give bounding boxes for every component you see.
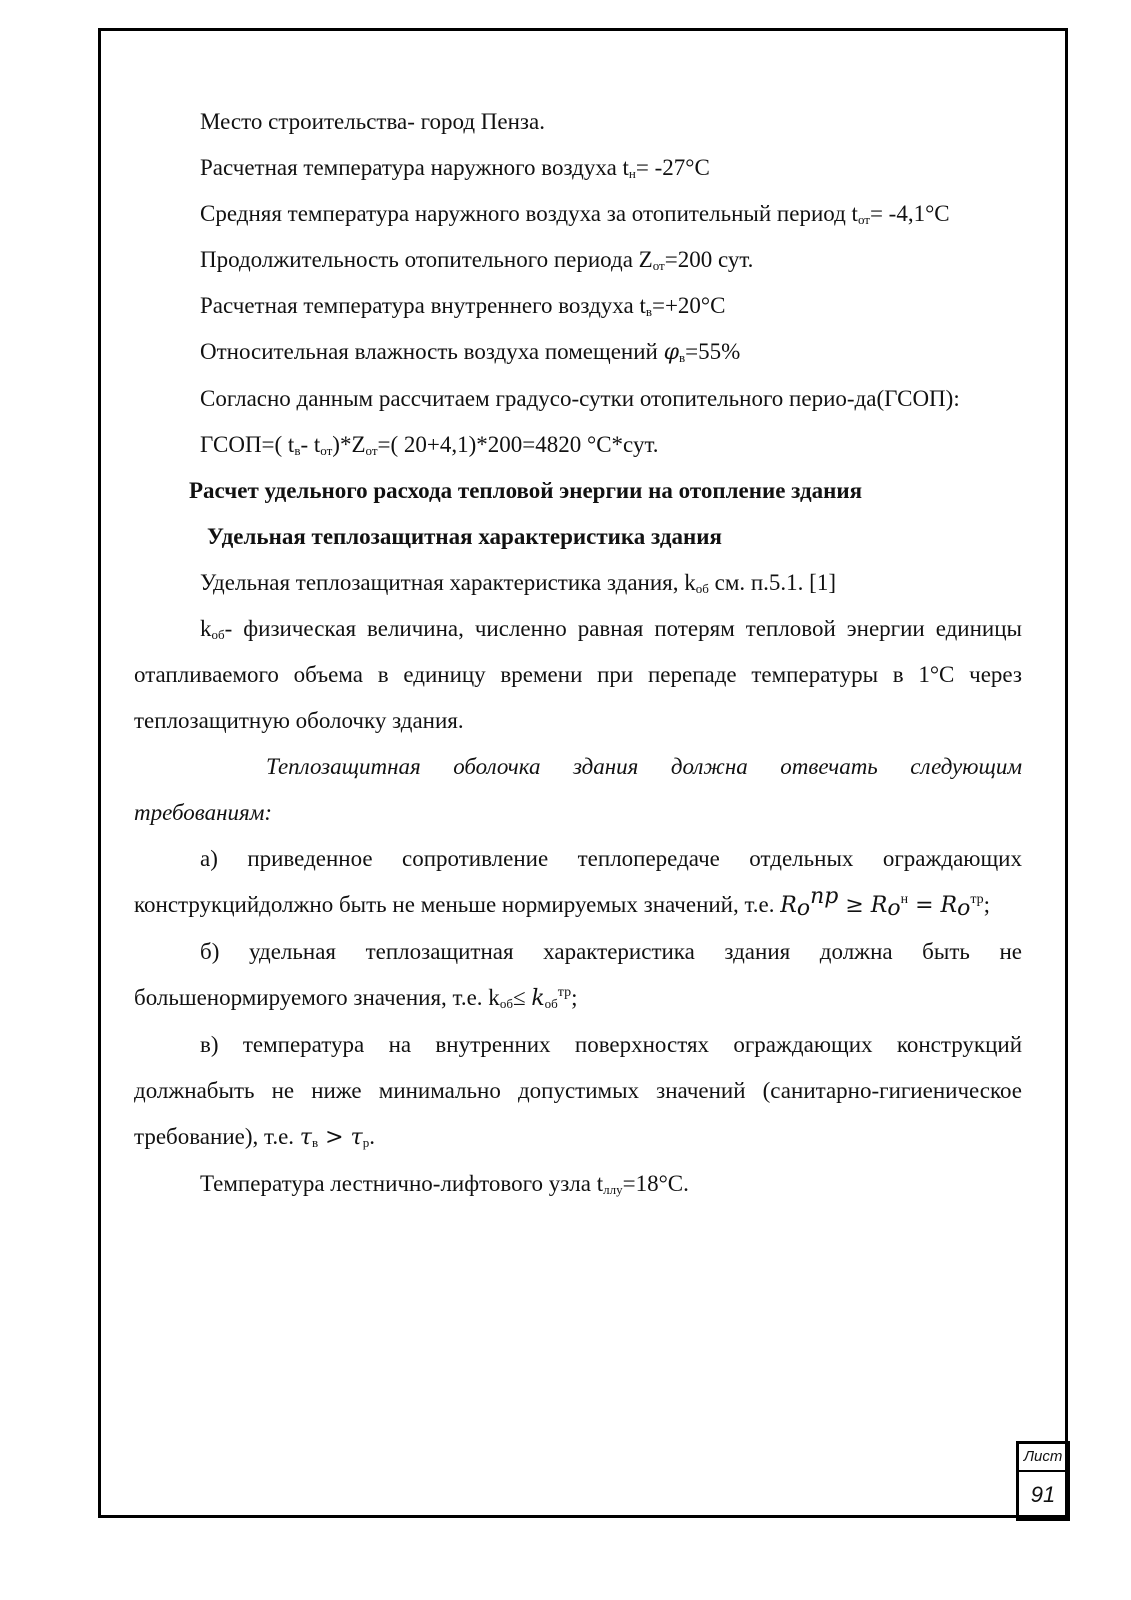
sheet-number-stamp (1016, 1441, 1070, 1521)
paragraph-kob-ref: Удельная теплозащитная характеристика здания, $k_{об}$ см. п.5.1. [1] (200, 570, 836, 596)
requirement-a: а) приведенное сопротивление теплопередаче отдельных ограждающих конструкцийдолжно быть не меньше нормируемых значений, т.е. $R_o^{пр} \ge R_o^н = R_o^{тр}$; (134, 846, 1022, 921)
paragraph-outdoor-temp: Расчетная температура наружного воздуха $t_н= -27^\circ C$ (200, 155, 710, 181)
formula-gsop: ГСОП=( $t_в-$ $t_{от})*Z_{от}=$( 20+4,1)*200=4820 °C*сут. (200, 432, 659, 458)
document-body (134, 99, 1022, 1207)
paragraph-heating-duration: Продолжительность отопительного периода $Z_{от}=200$ сут. (200, 247, 754, 273)
paragraph-location: Место строительства- город Пенза. (200, 109, 545, 134)
paragraph-gsop-intro: Согласно данным рассчитаем градусо-сутки отопительного перио-да(ГСОП): (200, 386, 960, 411)
paragraph-stairwell-temp: Температура лестнично-лифтового узла $t_{ллу}=18^\circ C$. (200, 1171, 689, 1197)
sheet-number: 91 (1030, 1482, 1056, 1507)
requirement-c: в) температура на внутренних поверхностях ограждающих конструкций должнабыть не ниже минимально допустимых значений (санитарно-гигиеническое требование), т.е. $\tau_в > \tau_р$. (134, 1032, 1022, 1150)
section-heading: Расчет удельного расхода тепловой энергии на отопление здания (189, 478, 863, 503)
paragraph-humidity: Относительная влажность воздуха помещений $\varphi_в=55\%$ (200, 339, 741, 365)
sheet-label: Лист (1019, 1444, 1067, 1472)
subsection-heading: Удельная теплозащитная характеристика здания (207, 524, 722, 549)
paragraph-requirements-intro: Теплозащитная оболочка здания должна отвечать следующим требованиям: (134, 754, 1022, 825)
paragraph-kob-definition: $k_{об}-$ физическая величина, численно равная потерям тепловой энергии единицы отапливаемого объема в единицу времени при перепаде температуры в 1°C через теплозащитную оболочку здания. (134, 616, 1022, 733)
paragraph-indoor-temp: Расчетная температура внутреннего воздуха $t_в=+20^\circ C$ (200, 293, 726, 319)
requirement-b: б) удельная теплозащитная характеристика здания должна быть не большенормируемого значения, т.е. $k_{об}\le k_{об}^{тр}$; (134, 939, 1022, 1011)
paragraph-mean-temp: Средняя температура наружного воздуха за отопительный период $t_{от}= -4,1^\circ C$ (200, 201, 950, 227)
